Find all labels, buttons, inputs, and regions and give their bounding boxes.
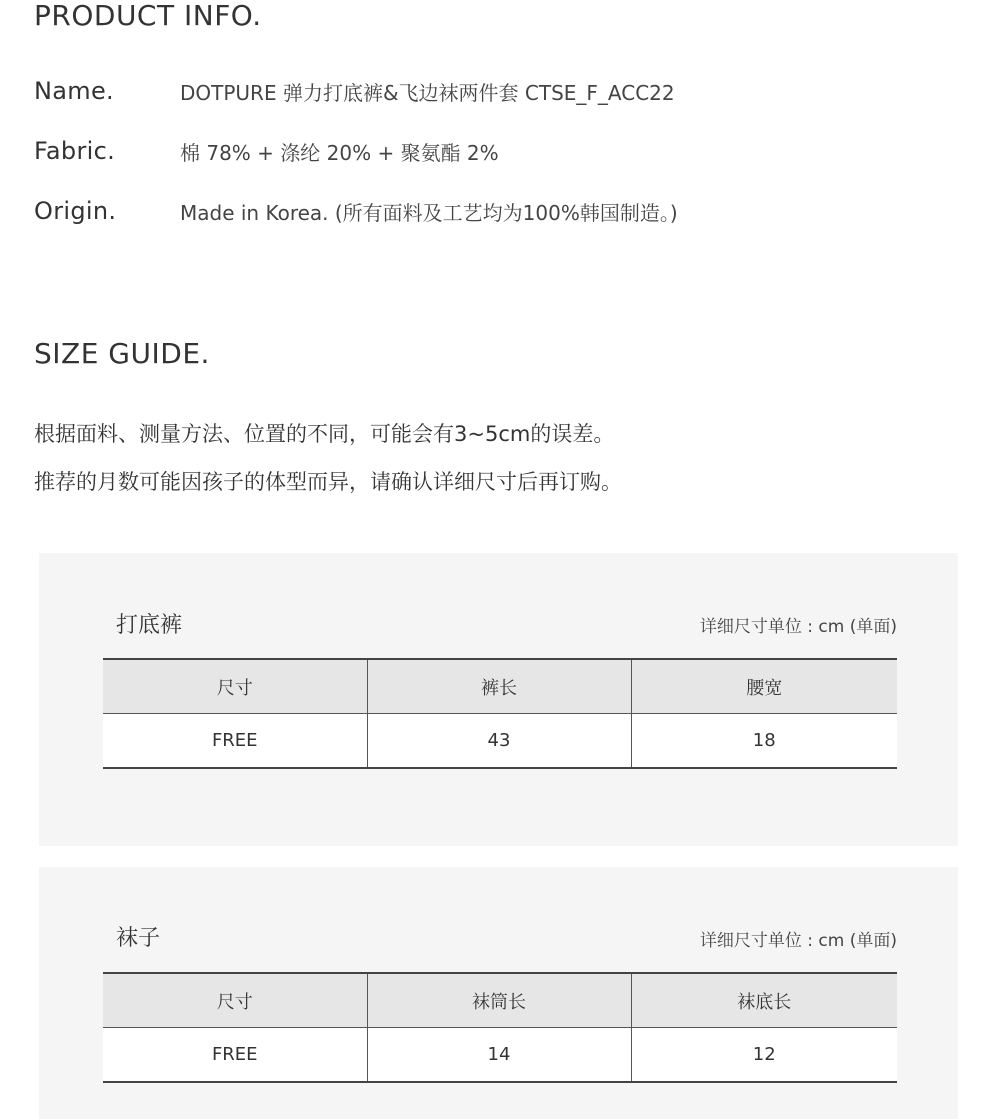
table-header-row — [103, 659, 897, 714]
size-guide-note: 推荐的月数可能因孩子的体型而异，请确认详细尺寸后再订购。 — [34, 470, 622, 494]
size-guide-title: SIZE GUIDE. — [34, 337, 210, 370]
size-table-title: 打底裤 — [116, 613, 183, 638]
size-table-leggings — [103, 658, 897, 769]
info-row-fabric — [34, 136, 499, 166]
size-box-leggings — [39, 553, 958, 846]
table-cell: 43 — [367, 714, 631, 769]
info-label-name: Name. — [34, 77, 114, 105]
info-label-fabric: Fabric. — [34, 137, 116, 165]
info-label-origin: Origin. — [34, 197, 117, 225]
info-row-origin — [34, 196, 678, 226]
size-table-title: 袜子 — [116, 926, 161, 951]
size-unit-note: 详细尺寸单位 : cm (单面) — [699, 931, 897, 951]
table-cell: 14 — [367, 1028, 631, 1083]
table-cell: FREE — [103, 1028, 367, 1083]
table-header-cell: 尺寸 — [103, 659, 367, 714]
table-header-cell: 袜筒长 — [367, 973, 631, 1028]
size-table-socks — [103, 972, 897, 1083]
table-header-cell: 袜底长 — [631, 973, 897, 1028]
info-row-name — [34, 76, 675, 106]
table-cell: 18 — [631, 714, 897, 769]
table-header-cell: 尺寸 — [103, 973, 367, 1028]
table-row — [103, 714, 897, 769]
product-info-title: PRODUCT INFO. — [34, 0, 262, 32]
table-cell: FREE — [103, 714, 367, 769]
info-value-fabric: 棉 78% + 涤纶 20% + 聚氨酯 2% — [180, 140, 499, 165]
table-header-cell: 腰宽 — [631, 659, 897, 714]
size-box-socks — [39, 867, 958, 1119]
table-cell: 12 — [631, 1028, 897, 1083]
table-header-row — [103, 973, 897, 1028]
size-guide-note: 根据面料、测量方法、位置的不同，可能会有3~5cm的误差。 — [34, 422, 615, 446]
info-value-name: DOTPURE 弹力打底裤&飞边袜两件套 CTSE_F_ACC22 — [180, 80, 675, 105]
size-unit-note: 详细尺寸单位 : cm (单面) — [699, 617, 897, 637]
info-value-origin: Made in Korea. (所有面料及工艺均为100%韩国制造。) — [180, 200, 678, 225]
table-row — [103, 1028, 897, 1083]
table-header-cell: 裤长 — [367, 659, 631, 714]
